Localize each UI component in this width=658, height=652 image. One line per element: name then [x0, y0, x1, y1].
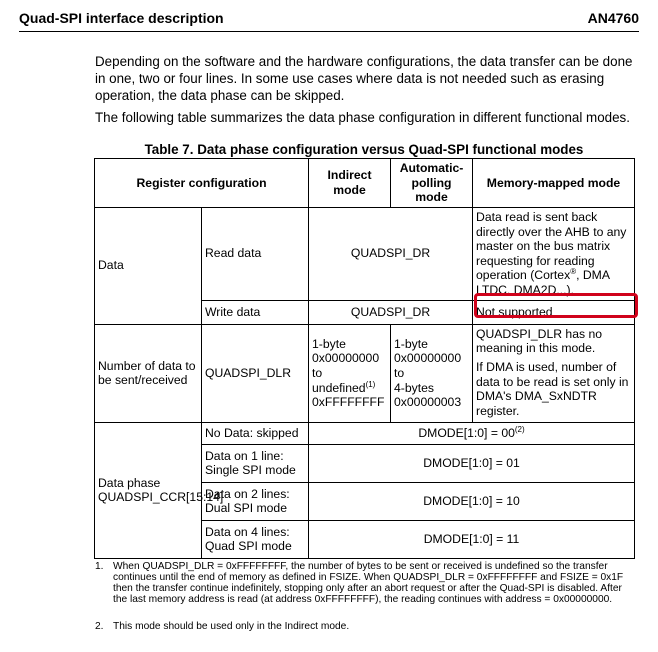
read-data-memory-mapped: Data read is sent back directly over the AHB to any master on the bus matrix requesting for reading operation (Cortex®, DMA LTDC, DMA2D...). [473, 207, 635, 300]
table-row-number-of-data [95, 324, 635, 422]
header-section-title: Quad-SPI interface description [19, 10, 224, 26]
header-rule [19, 31, 639, 32]
phase-value-single-spi: DMODE[1:0] = 01 [309, 444, 635, 482]
table-header-row [95, 159, 635, 208]
number-of-data-label: Number of data to be sent/received [95, 324, 202, 422]
phase-label-no-data: No Data: skipped [202, 422, 309, 444]
page-header [19, 10, 639, 32]
phase-label-quad-spi: Data on 4 lines: Quad SPI mode [202, 520, 309, 558]
footnote-2-number: 2. [95, 621, 104, 632]
data-phase-table [94, 158, 635, 559]
phase-value-no-data: DMODE[1:0] = $00^{(2)}$ [309, 422, 635, 444]
summary-paragraph: The following table summarizes the data phase configuration in different functional modes. [95, 110, 630, 125]
row-group-data-label: Data [95, 207, 202, 324]
footnote-2-text: This mode should be used only in the Indirect mode. [113, 621, 350, 632]
write-data-register: QUADSPI_DR [309, 300, 473, 324]
read-data-label: Read data [202, 207, 309, 300]
table-row-read-data [95, 207, 635, 300]
header-doc-id: AN4760 [587, 10, 639, 26]
phase-label-single-spi: Data on 1 line: Single SPI mode [202, 444, 309, 482]
intro-paragraph: Depending on the software and the hardware configurations, the data transfer can be done in one, two or four lines. In some use cases where data is not needed such as erasing operation, the data phase can be skipped. [95, 54, 633, 103]
read-data-register: QUADSPI_DR [309, 207, 473, 300]
number-of-data-auto-polling: 1-byte 0x00000000 to 4-bytes 0x00000003 [391, 324, 473, 422]
phase-value-quad-spi: DMODE[1:0] = 11 [309, 520, 635, 558]
table-row-no-data [95, 422, 635, 444]
header-indirect-mode: Indirect mode [309, 159, 391, 208]
header-memory-mapped-mode: Memory-mapped mode [473, 159, 635, 208]
phase-value-dual-spi: DMODE[1:0] = 10 [309, 482, 635, 520]
header-register-configuration: Register configuration [95, 159, 309, 208]
write-data-label: Write data [202, 300, 309, 324]
number-of-data-indirect: 1-byte 0x00000000 to undefined$^{(1)}$ 0xFFFFFFFF [309, 324, 391, 422]
phase-label-dual-spi: Data on 2 lines: Dual SPI mode [202, 482, 309, 520]
write-data-memory-mapped: Not supported [473, 300, 635, 324]
footnote-1-number: 1. [95, 561, 104, 572]
row-group-data-phase-label: Data phase QUADSPI_CCR[15:14] [95, 422, 202, 558]
number-of-data-register: QUADSPI_DLR [202, 324, 309, 422]
footnote-1-text: When QUADSPI_DLR = 0xFFFFFFFF, the number of bytes to be sent or received is undefined so the transfer continues until the end of memory as defined in FSIZE. When QUADSPI_DLR = 0xFFFFFFFF and FSIZE = 0x1F then the transfer continue indefinitely, stopping only after an abort request or after the Quad-SPI is disabled. After the last memory address is read (at address 0xFFFFFFFF), the reading continues with address = 0x00000000. [113, 561, 624, 605]
number-of-data-memory-mapped: QUADSPI_DLR has no meaning in this mode. If DMA is used, number of data to be read is set only in DMA's DMA_SxNDTR register. [473, 324, 635, 422]
not-supported-highlight [474, 293, 638, 318]
table-caption: Table 7. Data phase configuration versus Quad-SPI functional modes [144, 142, 584, 157]
header-auto-polling-mode: Automatic-polling mode [391, 159, 473, 208]
